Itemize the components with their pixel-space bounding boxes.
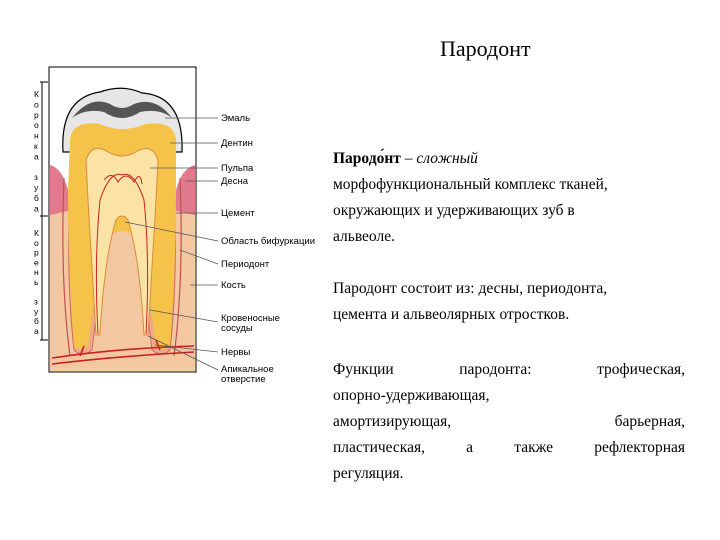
side-root-letter: н xyxy=(34,267,39,278)
term-dash: – xyxy=(400,150,417,167)
label-blood-vessels-1: Кровеносные xyxy=(221,313,280,324)
side-crown-letter: К xyxy=(34,89,39,99)
side-root-letter: е xyxy=(34,257,39,268)
label-gum: Десна xyxy=(221,176,248,187)
slide-title: Пародонт xyxy=(440,36,531,61)
label-nerves: Нервы xyxy=(221,347,251,358)
side-root-letter: б xyxy=(34,316,39,327)
side-crown-letter: з xyxy=(34,172,38,183)
side-crown-letter: а xyxy=(34,203,39,214)
label-bifurcation: Область бифуркации xyxy=(221,236,316,247)
definition-line-1 xyxy=(333,146,685,172)
label-dentin: Дентин xyxy=(221,138,253,149)
side-root-letter: р xyxy=(34,247,39,258)
side-crown-letter: о xyxy=(34,120,39,131)
side-root-letter: К xyxy=(34,228,39,238)
side-root-letter: о xyxy=(34,237,39,248)
tooth-diagram xyxy=(0,0,330,400)
label-periodontium: Периодонт xyxy=(221,259,270,270)
structure-labels xyxy=(221,113,315,385)
side-crown-letter: н xyxy=(34,130,39,141)
side-root-letter: ь xyxy=(34,277,39,287)
side-label-crown xyxy=(34,89,39,213)
definition-line-4: альвеоле. xyxy=(333,228,395,245)
side-crown-letter: у xyxy=(34,182,39,193)
definition-line-2: морфофункциональный комплекс тканей, xyxy=(333,176,608,193)
side-root-letter: а xyxy=(34,326,39,336)
functions-line-4: пластическая, а также рефлекторная xyxy=(333,439,685,456)
functions-line-1: Функции пародонта: трофическая, xyxy=(333,361,685,378)
side-crown-letter: б xyxy=(34,193,39,203)
label-cement: Цемент xyxy=(221,208,255,219)
functions-line-3: амортизирующая, барьерная, xyxy=(333,413,685,430)
functions-line-5: регуляция. xyxy=(333,465,404,482)
composition-line-1: Пародонт состоит из: десны, периодонта, xyxy=(333,280,608,297)
label-apical-1: Апикальное xyxy=(221,364,274,375)
composition-line-2: цемента и альвеолярных отростков. xyxy=(333,306,570,323)
side-brackets xyxy=(40,82,48,340)
definition-line-3: окружающих и удерживающих зуб в xyxy=(333,202,575,219)
composition-paragraph xyxy=(333,276,685,328)
definition-paragraph xyxy=(333,146,685,250)
label-pulp: Пульпа xyxy=(221,163,254,174)
side-root-letter: у xyxy=(34,306,39,317)
side-crown-letter: а xyxy=(34,151,39,162)
side-label-root xyxy=(34,228,39,336)
side-crown-letter: к xyxy=(34,141,38,151)
term: Пародо́нт xyxy=(333,150,401,167)
label-blood-vessels-2: сосуды xyxy=(221,323,253,334)
label-apical-2: отверстие xyxy=(221,374,266,385)
side-root-letter: з xyxy=(34,296,38,307)
side-crown-letter: р xyxy=(34,109,39,120)
label-enamel: Эмаль xyxy=(221,113,251,124)
functions-line-2: опорно-удерживающая, xyxy=(333,387,490,404)
label-bone: Кость xyxy=(221,280,246,291)
side-crown-letter: о xyxy=(34,99,39,110)
functions-paragraph xyxy=(333,357,685,487)
definition-line-1-rest: сложный xyxy=(416,150,478,167)
